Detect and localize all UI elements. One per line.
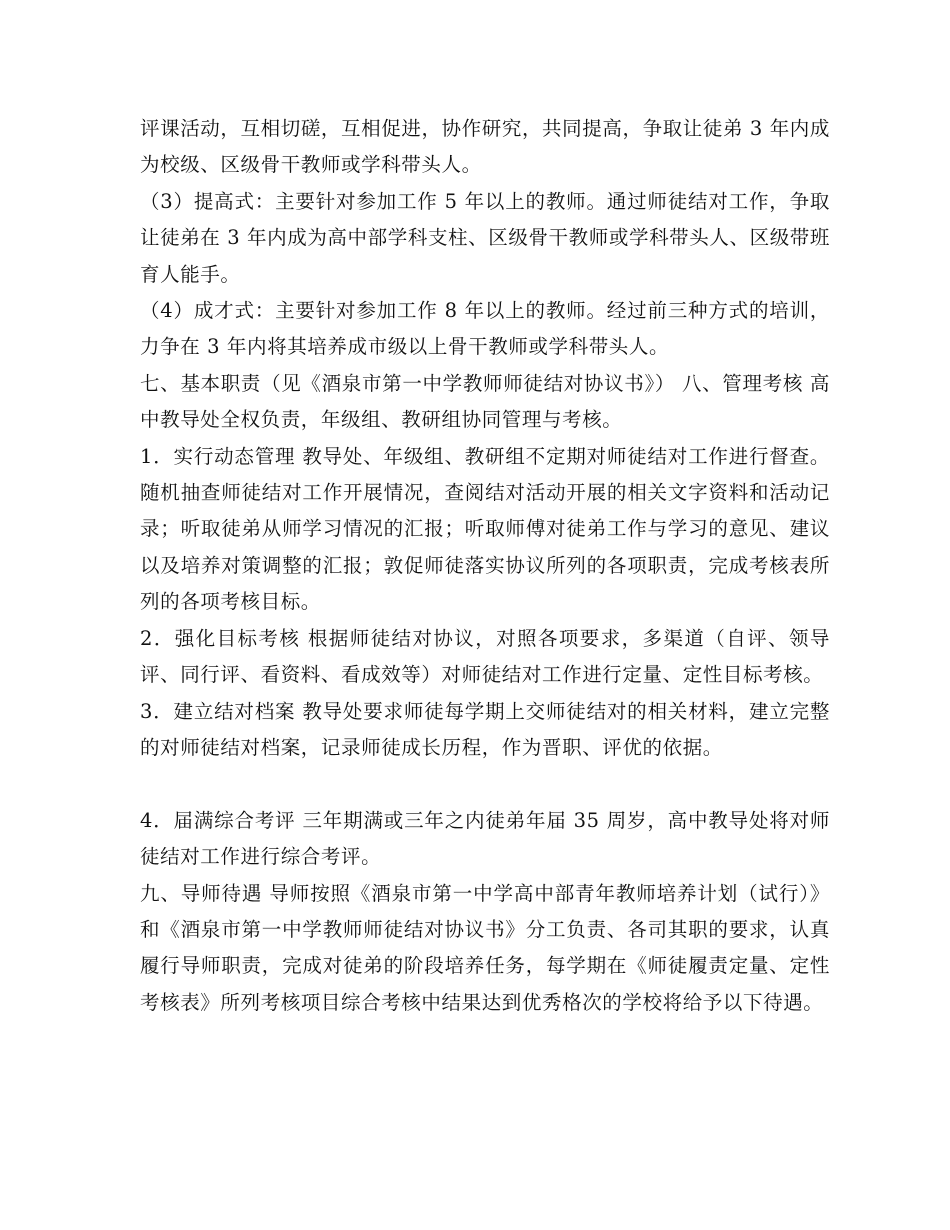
paragraph-talent-mode: （4）成才式：主要针对参加工作 8 年以上的教师。经过前三种方式的培训，力争在 3 年内将其培养成市级以上骨干教师或学科带头人。: [140, 299, 830, 359]
paragraph-mentoring-activities: 评课活动，互相切磋，互相促进，协作研究，共同提高，争取让徒弟 3 年内成为校级、区级骨干教师或学科带头人。: [140, 117, 830, 177]
paragraph-gap: [140, 766, 830, 802]
paragraph-pairing-archive: 3．建立结对档案 教导处要求师徒每学期上交师徒结对的相关材料，建立完整的对师徒结对档案，记录师徒成长历程，作为晋职、评优的依据。: [140, 699, 830, 759]
document-body: [140, 111, 830, 1021]
paragraph-goal-assessment: 2．强化目标考核 根据师徒结对协议，对照各项要求，多渠道（自评、领导评、同行评、看资料、看成效等）对师徒结对工作进行定量、定性目标考核。: [140, 626, 830, 687]
paragraph-mentor-benefits: 九、导师待遇 导师按照《酒泉市第一中学高中部青年教师培养计划（试行）》和《酒泉市第一中学教师师徒结对协议书》分工负责、各司其职的要求，认真履行导师职责，完成对徒弟的阶段培养任务，每学期在《师徒履责定量、定性考核表》所列考核项目综合考核中结果达到优秀格次的学校将给予以下待遇。: [140, 881, 830, 1014]
paragraph-duties-and-management: 七、基本职责（见《酒泉市第一中学教师师徒结对协议书》） 八、管理考核 高中教导处全权负责，年级组、教研组协同管理与考核。: [140, 371, 830, 432]
paragraph-final-evaluation: 4．届满综合考评 三年期满或三年之内徒弟年届 35 周岁，高中教导处将对师徒结对工作进行综合考评。: [140, 808, 830, 869]
paragraph-dynamic-management: 1．实行动态管理 教导处、年级组、教研组不定期对师徒结对工作进行督查。随机抽查师徒结对工作开展情况，查阅结对活动开展的相关文字资料和活动记录；听取徒弟从师学习情况的汇报；听取师傅对徒弟工作与学习的意见、建议以及培养对策调整的汇报；敦促师徒落实协议所列的各项职责，完成考核表所列的各项考核目标。: [140, 444, 830, 614]
paragraph-improvement-mode: （3）提高式：主要针对参加工作 5 年以上的教师。通过师徒结对工作，争取让徒弟在 3 年内成为高中部学科支柱、区级骨干教师或学科带头人、区级带班育人能手。: [140, 189, 830, 286]
